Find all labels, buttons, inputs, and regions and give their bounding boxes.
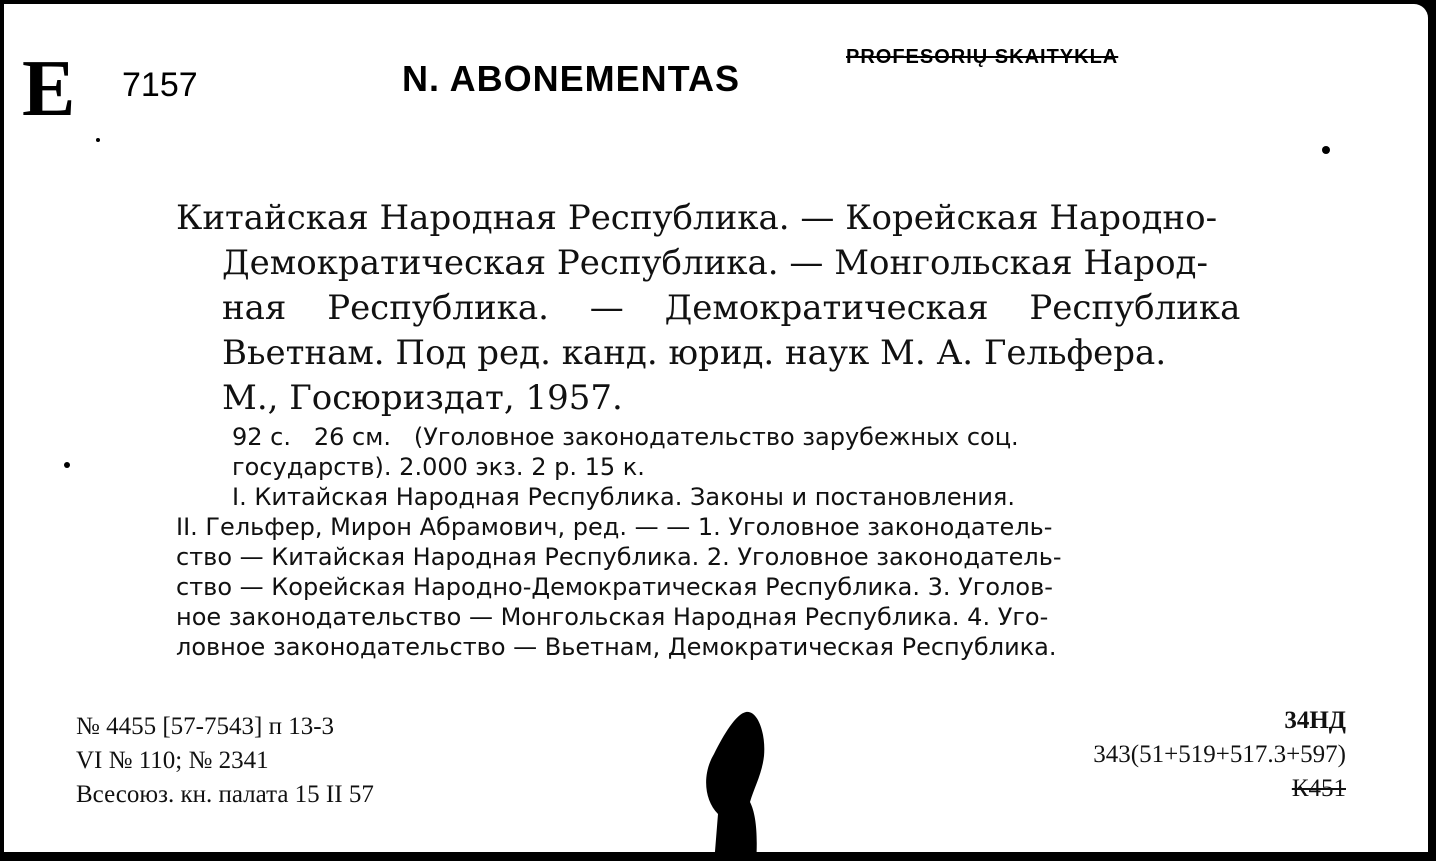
footer-registration bbox=[76, 710, 374, 812]
description-line: ство — Корейская Народно-Демократическая Республика. 3. Уголов- bbox=[176, 573, 1053, 601]
catalog-card bbox=[4, 4, 1428, 852]
description-line: II. Гельфер, Мирон Абрамович, ред. — — 1. Уголовное законодатель- bbox=[176, 513, 1053, 541]
call-number: 7157 bbox=[122, 66, 198, 104]
header-sub-text: PROFESORIŲ SKAITYKLA bbox=[846, 46, 1119, 68]
title-line: ная Республика. — Демократическая Республика bbox=[222, 288, 1241, 328]
ink-blot bbox=[674, 704, 794, 852]
description-line: государств). 2.000 экз. 2 р. 15 к. bbox=[232, 453, 645, 481]
title-line: Демократическая Республика. — Монгольская Народ- bbox=[222, 243, 1208, 283]
classification-code: 34НД bbox=[1284, 707, 1346, 734]
ink-speck bbox=[1322, 146, 1330, 154]
title-line: Вьетнам. Под ред. канд. юрид. наук М. А. Гельфера. bbox=[222, 333, 1167, 373]
footer-classification bbox=[1093, 704, 1346, 806]
description-line: I. Китайская Народная Республика. Законы и постановления. bbox=[232, 483, 1015, 511]
title-line: М., Госюриздат, 1957. bbox=[222, 378, 623, 418]
library-stamp-logo: E bbox=[22, 45, 76, 133]
header-sub bbox=[846, 46, 1118, 69]
header-main: N. ABONEMENTAS bbox=[402, 58, 740, 99]
ink-speck bbox=[96, 138, 100, 142]
description-line: 92 с. 26 см. (Уголовное законодательство зарубежных соц. bbox=[232, 423, 1019, 451]
author-mark: К451 bbox=[1291, 775, 1346, 802]
footer-left-line: Всесоюз. кн. палата 15 II 57 bbox=[76, 781, 374, 808]
footer-left-line: VI № 110; № 2341 bbox=[76, 747, 269, 774]
description-line: ство — Китайская Народная Республика. 2. Уголовное законодатель- bbox=[176, 543, 1062, 571]
description-line: ловное законодательство — Вьетнам, Демократическая Республика. bbox=[176, 633, 1057, 661]
ink-speck bbox=[64, 462, 70, 468]
udc-code: 343(51+519+517.3+597) bbox=[1093, 741, 1346, 768]
title-block bbox=[176, 196, 1348, 421]
footer-left-line: № 4455 [57-7543] п 13-3 bbox=[76, 713, 335, 740]
description-block bbox=[176, 422, 1348, 662]
title-line: Китайская Народная Республика. — Корейская Народно- bbox=[176, 198, 1218, 238]
description-line: ное законодательство — Монгольская Народная Республика. 4. Уго- bbox=[176, 603, 1049, 631]
